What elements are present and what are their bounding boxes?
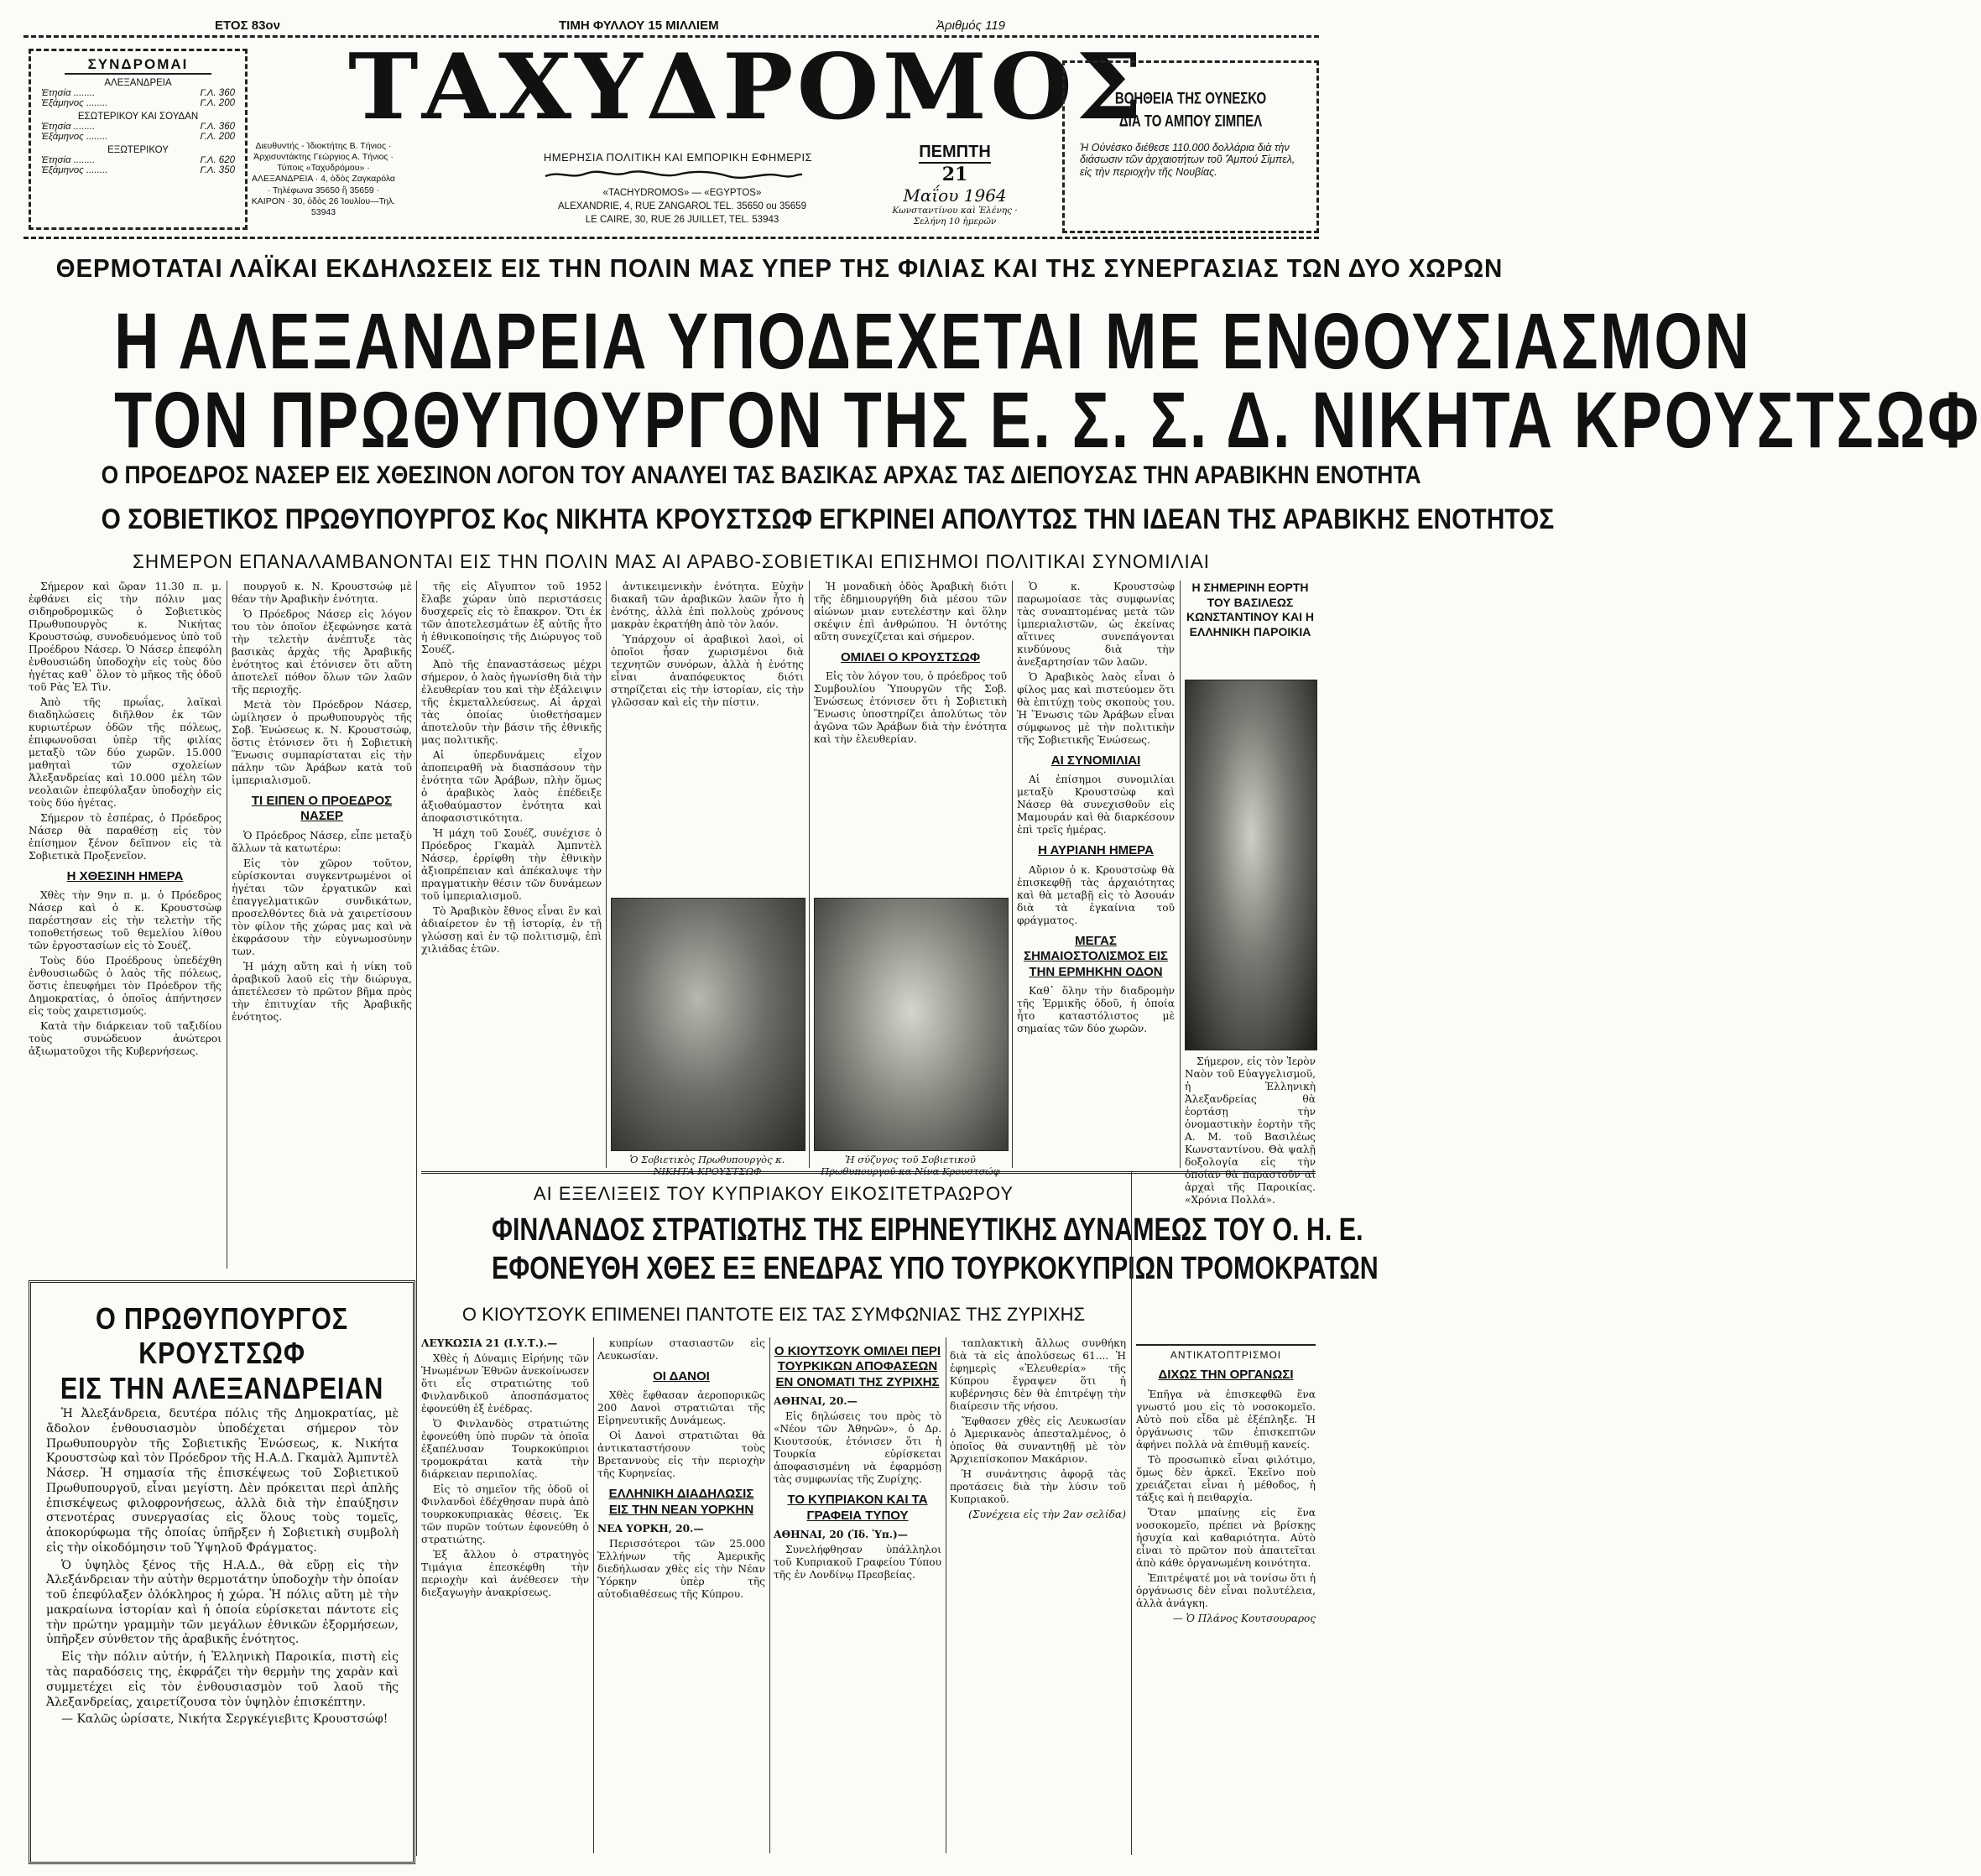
paragraph: Ἐπῆγα νὰ ἐπισκεφθῶ ἕνα γνωστό μου εἰς τὸ νοσοκομεῖο. Αὐτὸ ποὺ εἶδα μὲ ἐξέπληξε. Ἡ ὀργάνωσις τῶν ἐπισκεπτῶν ἀφήνει πολλὰ νὰ ἐπιθυμῇ κανείς. <box>1136 1389 1316 1451</box>
photo-caption: Ἡ σύζυγος τοῦ Σοβιετικοῦ Πρωθυπουργοῦ κα Νίνα Κρουστσώφ <box>821 1154 1000 1177</box>
aid-text: Ἡ Οὐνέσκο διέθεσε 110.000 δολλάρια διὰ τὴν διάσωσιν τῶν ἀρχαιοτήτων τοῦ Ἄμπού Σίμπελ, εἰς τὴν περιοχὴν τῆς Νουβίας. <box>1080 142 1295 178</box>
year-label: ΕΤΟΣ 83ον <box>208 18 287 33</box>
paragraph: Ὁ Πρόεδρος Νάσερ εἰς λόγον του τὸν ὁποῖον ἐξεφώνησε κατὰ τὴν τελετὴν ἀνέπτυξε τὰς βασικὰς ἀρχὰς τῆς Ἀραβικῆς ἑνότητος καὶ ἐτόνισεν ὅτι αὕτη ἀποτελεῖ πόθον ὅλων τῶν λαῶν τῆς περιοχῆς. <box>232 608 412 696</box>
cyprus-column-4 <box>950 1337 1126 1853</box>
signature: — Ὁ Πλάνος Κουτσουραρος <box>1172 1613 1316 1624</box>
cyprus-column-3 <box>774 1337 941 1853</box>
sub-row: Ἐτησία ........ Γ.Λ. 620 <box>41 155 235 165</box>
paragraph: Ἡ μοναδικὴ ὁδὸς Ἀραβικὴ διότι τῆς ἐδημιουργήθη διὰ μέσου τῶν αἰώνων μιαν ευτελέστην καὶ ὅλην σκέψιν ἐπὶ ἀνθρώπου. Ἡ ὁντότης αὕτη συνεχίζεται καὶ σήμερον. <box>814 581 1007 643</box>
paragraph: Ἡ μάχη αὕτη καὶ ἡ νίκη τοῦ ἀραβικοῦ λαοῦ εἰς τὴν διώρυγα, ἀπετέλεσεν τὸ πρῶτον βῆμα πρὸς τὴν ἐπιτυχίαν τῆς Ἀραβικῆς ἑνότητος. <box>232 960 412 1023</box>
column-divider <box>1131 1171 1132 1855</box>
signature-script-ornament <box>544 169 804 180</box>
column-divider <box>1180 581 1181 1168</box>
article-column-5 <box>814 581 1007 757</box>
sub-row: Ἐτησία ........ Γ.Λ. 360 <box>41 122 235 132</box>
paragraph: Ἡ συνάντησις ἀφορᾷ τὰς προτάσεις διὰ τὴν λύσιν τοῦ Κυπριακοῦ. <box>950 1468 1126 1505</box>
masthead-subtitle: ΗΜΕΡΗΣΙΑ ΠΟΛΙΤΙΚΗ ΚΑΙ ΕΜΠΟΡΙΚΗ ΕΦΗΜΕΡΙΣ <box>543 151 813 164</box>
column-divider <box>416 581 417 1856</box>
sub-section-name: ΑΛΕΞΑΝΔΡΕΙΑ <box>104 78 172 88</box>
article-column-3 <box>421 581 602 1168</box>
unesco-aid-box <box>1062 60 1319 233</box>
paragraph: Καθ᾽ ὅλην τὴν διαδρομὴν τῆς Ἑρμικῆς ὁδοῦ, ἡ ὁποία ἦτο καταστόλιστος μὲ σημαίας τῶν δύο χωρῶν. <box>1017 985 1175 1035</box>
cyprus-headline <box>492 1212 1379 1288</box>
sub-section-name: ΕΞΩΤΕΡΙΚΟΥ <box>107 145 169 155</box>
paragraph: Ὁ ὑψηλὸς ξένος τῆς Η.Α.Δ., θὰ εὕρῃ εἰς τὴν Ἀλεξάνδρειαν τὴν αὐτὴν θερμοτάτην ὑποδοχὴν τὴν ὁποίαν τοῦ ἐπεφύλαξεν ὁλόκληρος ἡ χώρα. Ἡ πόλις αὕτη μὲ τὴν μακραίωνα ἱστορίαν καὶ ἡ ὁποία εὑρίσκεται πάντοτε εἰς τὴν πρώτην γραμμὴν τῶν μεγάλων ἐθνικῶν ἐξορμήσεων, ὑπῆρξεν σύνθετον τῆς ἀραβικῆς ἑνότητος. <box>46 1558 399 1647</box>
masthead-divider <box>23 237 1319 239</box>
subheading: ΑΙ ΣΥΝΟΜΙΛΙΑΙ <box>1050 753 1141 768</box>
subheading: ΟΜΙΛΕΙ Ο ΚΡΟΥΣΤΣΩΦ <box>840 650 981 664</box>
dateline: ΝΕΑ ΥΟΡΚΗ, 20.— <box>597 1523 704 1535</box>
issue-number: Ἀριθμός 119 <box>930 18 1012 33</box>
mirror-body <box>1136 1389 1316 1833</box>
paragraph: Εἰς δηλώσεις του πρὸς τὸ «Νέον τῶν Ἀθηνῶν», ὁ Δρ. Κιουτσούκ, ἐτόνισεν ὅτι ἡ Τουρκία εὑρίσκεται ἀποφασισμένη νὰ ἐφαρμόσῃ τὰς συμφωνίας τῆς Ζυρίχης. <box>774 1410 941 1486</box>
paragraph: Οἱ Δανοὶ στρατιῶται θὰ ἀντικαταστήσουν τοὺς Βρεταννοὺς εἰς τὴν περιοχὴν τῆς Κυρηνείας. <box>597 1430 765 1480</box>
king-feast-heading: Η ΣΗΜΕΡΙΝΗ ΕΟΡΤΗ ΤΟΥ ΒΑΣΙΛΕΩΣ ΚΩΝΣΤΑΝΤΙΝΟΥ ΚΑΙ Η ΕΛΛΗΝΙΚΗ ΠΑΡΟΙΚΙΑ <box>1186 581 1314 638</box>
article-column-6 <box>1017 581 1175 1118</box>
aid-headline-2: ΔΙΑ ΤΟ ΑΜΠΟΥ ΣΙΜΠΕΛ <box>1118 112 1263 131</box>
subheading: Ο ΚΙΟΥΤΣΟΥΚ ΟΜΙΛΕΙ ΠΕΡΙ ΤΟΥΡΚΙΚΩΝ ΑΠΟΦΑΣΕΩΝ ΕΝ ΟΝΟΜΑΤΙ ΤΗΣ ΖΥΡΙΧΗΣ <box>774 1344 941 1389</box>
headline-deck-2: Ο ΣΟΒΙΕΤΙΚΟΣ ΠΡΩΘΥΠΟΥΡΓΟΣ Κος ΝΙΚΗΤΑ ΚΡΟΥΣΤΣΩΦ ΕΓΚΡΙΝΕΙ ΑΠΟΛΥΤΩΣ ΤΗΝ ΙΔΕΑΝ ΤΗΣ ΑΡΑΒΙΚΗΣ ΕΝΟΤΗΤΟΣ <box>101 503 1555 535</box>
column-divider <box>809 581 810 1168</box>
editorial-title-line: Ο ΠΡΩΘΥΠΟΥΡΓΟΣ ΚΡΟΥΣΤΣΩΦ <box>95 1301 349 1371</box>
saints-of-day: Κωνσταντίνου καὶ Ἑλένης · Σελήνη 10 ἡμερῶν <box>892 206 1018 227</box>
subheading: ΤΟ ΚΥΠΡΙΑΚΟΝ ΚΑΙ ΤΑ ΓΡΑΦΕΙΑ ΤΥΠΟΥ <box>787 1493 928 1523</box>
cyprus-column-1 <box>421 1337 589 1853</box>
paragraph: Εἰς τὸν χῶρον τοῦτον, εὑρίσκονται συγκεντρωμένοι οἱ ἡγέται τῶν ἐργατικῶν καὶ ἐπαγγελματικῶν συνδικάτων, προσελθόντες διὰ νὰ χαιρετίσουν τὸν φίλον τῆς χώρας μας καὶ νὰ ἐκφράσουν τὴν εὐγνωμοσύνην των. <box>232 857 412 957</box>
paragraph: Ὁ Φινλανδὸς στρατιώτης ἐφονεύθη ὑπὸ πυρῶν τὰ ὁποῖα ἐξαπέλυσαν Τουρκοκύπριοι τρομοκράται κατὰ τὴν διάρκειαν περιπολίας. <box>421 1418 589 1480</box>
paragraph: Εἰς τὸ σημεῖον τῆς ὁδοῦ οἱ Φινλανδοὶ ἐδέχθησαν πυρὰ ἀπὸ τουρκοκυπριακὰς θέσεις. Ἐκ τῶν πυρῶν τούτων ἐφονεύθη ὁ στρατιώτης. <box>421 1483 589 1545</box>
aid-headline-1: ΒΟΗΘΕΙΑ ΤΗΣ ΟΥΝΕΣΚΟ <box>1114 89 1267 108</box>
dateline: ΑΘΗΝΑΙ, 20 (Ἰδ. Ὑπ.)— <box>774 1529 908 1541</box>
subheading: ΕΛΛΗΝΙΚΗ ΔΙΑΔΗΛΩΣΙΣ ΕΙΣ ΤΗΝ ΝΕΑΝ ΥΟΡΚΗΝ <box>608 1487 754 1517</box>
editorial-body <box>46 1407 399 1852</box>
address-cairo: LE CAIRE, 30, RUE 26 JUILLET, TEL. 53943 <box>585 215 779 226</box>
subheading: Η ΧΘΕΣΙΝΗ ΗΜΕΡΑ <box>66 869 184 883</box>
column-divider <box>1012 581 1013 1168</box>
paragraph: Τοὺς δύο Προέδρους ὑπεδέχθη ἐνθουσιωδῶς ὁ λαὸς τῆς πόλεως, ὅστις ἐπευφήμει τὸν Πρόεδρον τῆς Δημοκρατίας, ὁ ὁποῖος ἀπήντησεν εἰς τοὺς χαιρετισμούς. <box>29 955 222 1018</box>
subheading: ΟΙ ΔΑΝΟΙ <box>653 1369 710 1384</box>
address-alexandria: ALEXANDRIE, 4, RUE ZANGAROL TEL. 35650 ou 35659 <box>558 201 806 212</box>
sub-row: Ἐξάμηνος ........ Γ.Λ. 200 <box>41 98 235 108</box>
paragraph: Αὔριον ὁ κ. Κρουστσὼφ θὰ ἐπισκεφθῇ τὰς ἀρχαιότητας καὶ θὰ μεταβῇ εἰς τὸ Ἀσουάν διὰ τὰ ἐγκαίνια τοῦ φράγματος. <box>1017 863 1175 926</box>
paragraph: κυπρίων στασιαστῶν εἰς Λευκωσίαν. <box>597 1337 765 1362</box>
paragraph: Συνελήφθησαν ὑπάλληλοι τοῦ Κυπριακοῦ Γραφείου Τύπου τῆς ἐν Λονδίνῳ Πρεσβείας. <box>774 1544 941 1582</box>
cyprus-subheadline: Ο ΚΙΟΥΤΣΟΥΚ ΕΠΙΜΕΝΕΙ ΠΑΝΤΟΤΕ ΕΙΣ ΤΑΣ ΣΥΜΦΩΝΙΑΣ ΤΗΣ ΖΥΡΙΧΗΣ <box>461 1304 1086 1325</box>
paragraph: Ἐξ ἄλλου ὁ στρατηγὸς Τιμάγια ἐπεσκέφθη τὴν περιοχὴν καὶ ἀνέθεσεν τὴν διεξαγωγὴν ἀνακρίσεως. <box>421 1549 589 1598</box>
subscriptions-box <box>29 49 248 230</box>
subheading: ΜΕΓΑΣ ΣΗΜΑΙΟΣΤΟΛΙΣΜΟΣ ΕΙΣ ΤΗΝ ΕΡΜΗΚΗΝ ΟΔΟΝ <box>1024 933 1168 979</box>
paragraph: Ἡ μάχη τοῦ Σουέζ, συνέχισε ὁ Πρόεδρος Γκαμὰλ Ἀμπντὲλ Νάσερ, ἐρρίφθη τὴν ἐθνικὴν ἀξιοπρέπειαν καὶ ἀπέκαλυψε τὴν πραγματικὴν θέσιν τῶν δυνάμεων τοῦ ἰμπεριαλισμοῦ. <box>421 827 602 902</box>
photo-nina-khrushcheva <box>814 898 1009 1151</box>
king-feast-article <box>1185 1055 1316 1206</box>
price-label: ΤΙΜΗ ΦΥΛΛΟΥ 15 ΜΙΛΛΙΕΜ <box>552 18 726 33</box>
cyprus-headline-line: ΕΦΟΝΕΥΘΗ ΧΘΕΣ ΕΞ ΕΝΕΔΡΑΣ ΥΠΟ ΤΟΥΡΚΟΚΥΠΡΙΩΝ ΤΡΟΜΟΚΡΑΤΩΝ <box>492 1250 1379 1286</box>
editorial-title-line: ΕΙΣ ΤΗΝ ΑΛΕΞΑΝΔΡΕΙΑΝ <box>60 1370 384 1405</box>
photo-khrushchev <box>611 898 805 1151</box>
headline-deck-1: Ο ΠΡΟΕΔΡΟΣ ΝΑΣΕΡ ΕΙΣ ΧΘΕΣΙΝΟΝ ΛΟΓΟΝ ΤΟΥ ΑΝΑΛΥΕΙ ΤΑΣ ΒΑΣΙΚΑΣ ΑΡΧΑΣ ΤΑΣ ΔΙΕΠΟΥΣΑΣ ΤΗΝ ΑΡΑΒΙΚΗΝ ΕΝΟΤΗΤΑ <box>101 461 1421 489</box>
month-year: Μαΐου 1964 <box>903 185 1007 206</box>
foreign-title: «TACHYDROMOS» — «EGYPTOS» <box>602 188 762 198</box>
headline-main-2: ΤΟΝ ΠΡΩΘΥΠΟΥΡΓΟΝ ΤΗΣ Ε. Σ. Σ. Δ. ΝΙΚΗΤΑ ΚΡΟΥΣΤΣΩΦ <box>114 376 1981 465</box>
date-box <box>888 143 1022 227</box>
paragraph: Τὸ Ἀραβικὸν ἔθνος εἶναι ἓν καὶ ἀδιαίρετον ἐν τῇ ἱστορίᾳ, ἐν τῇ γλώσσῃ καὶ ἐν τῷ πολιτισμῷ, ἐπὶ χιλιάδας ἐτῶν. <box>421 905 602 955</box>
mirror-label: ΑΝΤΙΚΑΤΟΠΤΡΙΣΜΟΙ <box>1136 1344 1316 1361</box>
cyprus-headline-line: ΦΙΝΛΑΝΔΟΣ ΣΤΡΑΤΙΩΤΗΣ ΤΗΣ ΕΙΡΗΝΕΥΤΙΚΗΣ ΔΥΝΑΜΕΩΣ ΤΟΥ Ο. Η. Ε. <box>492 1212 1363 1248</box>
paragraph: τῆς εἰς Αἴγυπτον τοῦ 1952 ἔλαβε χώραν ὑπὸ περιστάσεις δυσχερεῖς εἰς τὸ ἔπακρον. Ὅτι ἐκ τῶν ἀποτελεσμάτων ἐξ αὐτῆς ἦτο ἡ ἐθνικοποίησις τῆς Διώρυγος τοῦ Σουέζ. <box>421 581 602 655</box>
sub-row: Ἐτησία ........ Γ.Λ. 360 <box>41 88 235 98</box>
paragraph: Χθὲς ἔφθασαν ἀεροπορικῶς 200 Δανοὶ στρατιῶται τῆς Εἰρηνευτικῆς Δυνάμεως. <box>597 1389 765 1427</box>
paragraph: Ἐπιτρέψατέ μοι νὰ τονίσω ὅτι ἡ ὀργάνωσις δὲν εἶναι πολυτέλεια, ἀλλὰ ἀνάγκη. <box>1136 1572 1316 1609</box>
sub-row: Ἐξάμηνος ........ Γ.Λ. 200 <box>41 132 235 142</box>
paragraph: Ὁ Πρόεδρος Νάσερ, εἶπε μεταξὺ ἄλλων τὰ κατωτέρω: <box>232 829 412 854</box>
paragraph: — Καλῶς ὡρίσατε, Νικήτα Σεργκέγιεβιτς Κρουστσώφ! <box>61 1712 388 1727</box>
paragraph: Ὅταν μπαίνῃς εἰς ἕνα νοσοκομεῖο, πρέπει νὰ βρίσκῃς ἡσυχία καὶ καθαριότητα. Αὐτὸ εἶναι τὸ πρῶτον ποὺ ἀπαιτεῖται ἀπὸ κάθε ὀργανωμένη κοινότητα. <box>1136 1507 1316 1569</box>
paragraph: Αἱ ὑπερδυνάμεις εἶχον ἀποπειραθῆ νὰ διασπάσουν τὴν ἑνότητα τῶν Ἀράβων, πλὴν ὅμως ὁ ἀραβικὸς λαὸς ἐπέδειξε ἀξιοθαύμαστον ἐνότητα καὶ ἀποφασιστικότητα. <box>421 749 602 824</box>
paragraph: ἀντικειμενικὴν ἐνότητα. Εὐχὴν διακαῆ τῶν ἀραβικῶν λαῶν ἦτο ἡ ἑνότης, ἀλλὰ ἐπὶ πολλοὺς χρόνους μακρὰν ἐκρατήθη ἀπὸ τὸν λαόν. <box>611 581 804 630</box>
headline-main-1: Η ΑΛΕΞΑΝΔΡΕΙΑ ΥΠΟΔΕΧΕΤΑΙ ΜΕ ΕΝΘΟΥΣΙΑΣΜΟΝ <box>114 297 1752 386</box>
sub-row: Ἐξάμηνος ........ Γ.Λ. 350 <box>41 165 235 175</box>
sub-section-name: ΕΣΩΤΕΡΙΚΟΥ ΚΑΙ ΣΟΥΔΑΝ <box>77 112 199 122</box>
masthead-address <box>519 186 846 227</box>
editorial-info: Διευθυντής - Ἰδιοκτήτης Β. Τήνιος · Ἀρχισυντάκτης Γεώργιος Α. Τήνιος · Τύποις «Ταχυδρόμου» · ΑΛΕΞΑΝΔΡΕΙΑ · 4, ὁδὸς Ζαγκαρόλα · Τηλέφωνα 35650 ἢ 35659 · ΚΑΙΡΟΝ · 30, ὁδὸς 26 Ἰουλίου—Τηλ. 53943 <box>251 141 396 217</box>
paragraph: Αἱ ἐπίσημοι συνομιλίαι μεταξὺ Κρουστσὼφ καὶ Νάσερ θὰ συνεχισθοῦν εἰς Μαμουράν καὶ θὰ διαρκέσουν ἐπὶ τρεῖς ἡμέρας. <box>1017 774 1175 836</box>
paragraph: Σήμερον τὸ ἑσπέρας, ὁ Πρόεδρος Νάσερ θὰ παραθέσῃ εἰς τὸν ἐπίσημον ξένον δεῖπνον εἰς τὰ Σοβιετικὰ Προξενεῖον. <box>29 812 222 862</box>
article-column-2 <box>232 581 412 1168</box>
paragraph: Χθὲς τὴν 9ην π. μ. ὁ Πρόεδρος Νάσερ καὶ ὁ κ. Κρουστσὼφ παρέστησαν εἰς τὴν τελετὴν τῆς τοποθετήσεως τοῦ θεμελίου λίθου τῶν ἐργοστασίων εἰς τὸ Σουέζ. <box>29 889 222 952</box>
paragraph: Ὁ Ἀραβικὸς λαὸς εἶναι ὁ φίλος μας καὶ πιστεύομεν ὅτι θὰ ἐπιτύχῃ τοὺς σκοποὺς του. Ἡ Ἕνωσις τῶν Ἀράβων εἶναι σύμφωνος μὲ τὴν πολιτικὴν τῆς Σοβιετικῆς Ἑνώσεως. <box>1017 671 1175 746</box>
paragraph: Ἔφθασεν χθὲς εἰς Λευκωσίαν ὁ Ἀμερικανὸς ἀπεσταλμένος, ὁ ὁποῖος θὰ συναντηθῇ μὲ τὸν Ἀρχιεπίσκοπον Μακάριον. <box>950 1415 1126 1465</box>
paragraph: Κατὰ τὴν διάρκειαν τοῦ ταξιδίου τοὺς συνώδευον ἀνώτεροι ἀξιωματοῦχοι τῆς Κυβερνήσεως. <box>29 1020 222 1058</box>
paragraph: Εἰς τὸν λόγον του, ὁ πρόεδρος τοῦ Συμβουλίου Ὑπουργῶν τῆς Σοβ. Ἑνώσεως ἐτόνισεν ὅτι ἡ Σοβιετικὴ Ἕνωσις ὑποστηρίζει ἀπολύτως τὸν ἀγῶνα τῶν Ἀράβων διὰ τὴν ἑνότητα καὶ τὴν ἐλευθερίαν. <box>814 670 1007 746</box>
photo-king-constantine <box>1185 680 1317 1050</box>
weekday: ΠΕΜΠΤΗ <box>919 143 991 164</box>
subscriptions-title: ΣΥΝΔΡΟΜΑΙ <box>65 56 211 75</box>
subheading: ΤΙ ΕΙΠΕΝ Ο ΠΡΟΕΔΡΟΣ ΝΑΣΕΡ <box>251 794 393 824</box>
masthead-title: ΤΑΧΥΔΡΟΜΟΣ <box>348 34 1146 140</box>
paragraph: Ἀπὸ τῆς πρωΐας, λαϊκαὶ διαδηλώσεις διῆλθον ἐκ τῶν κυριωτέρων ὁδῶν τῆς πόλεως, ἐπιφωνοῦσαι ὑπὲρ τῆς φιλίας μεταξὺ τῶν δύο χωρῶν. 15.000 μαθηταὶ τῶν σχολείων Ἀλεξανδρείας καὶ 10.000 μέλη τῶν νεολαιῶν ἐπεφύλαξαν ὑποδοχὴν εἰς τοὺς δύο ἡγέτας. <box>29 696 222 809</box>
paragraph: Μετὰ τὸν Πρόεδρον Νάσερ, ὡμίλησεν ὁ πρωθυπουργὸς τῆς Σοβ. Ἑνώσεως κ. Ν. Κρουστσώφ, ὅστις ἐτόνισεν ὅτι ἡ Σοβιετικὴ Ἕνωσις συμπαρίσταται εἰς τὴν πάλην τῶν Ἀράβων κατὰ τοῦ ἰμπεριαλισμοῦ. <box>232 699 412 786</box>
article-column-4 <box>611 581 804 889</box>
paragraph: Τὸ προσωπικὸ εἶναι φιλότιμο, ὅμως δὲν ἀρκεῖ. Ἐκεῖνο ποὺ χρειάζεται εἶναι ἡ μέθοδος, ἡ τάξις καὶ ἡ πειθαρχία. <box>1136 1454 1316 1503</box>
paragraph: Εἰς τὴν πόλιν αὐτήν, ἡ Ἑλληνικὴ Παροικία, πιστὴ εἰς τὰς παραδόσεις της, ἐκφράζει τὴν θερμὴν της χαρὰν καὶ συμμετέχει εἰς τὸν ἐνθουσιασμὸν τοῦ λαοῦ τῆς Ἀλεξανδρείας, χαιρετίζουσα τὸν ὑψηλὸν ἐπισκέπτην. <box>46 1650 399 1709</box>
article-column-1 <box>29 581 222 1269</box>
cyprus-kicker: ΑΙ ΕΞΕΛΙΞΕΙΣ ΤΟΥ ΚΥΠΡΙΑΚΟΥ ΕΙΚΟΣΙΤΕΤΡΑΩΡΟΥ <box>533 1183 1014 1204</box>
paragraph: Ἀπὸ τῆς ἐπαναστάσεως μέχρι σήμερον, ὁ λαὸς ἠγωνίσθη διὰ τὴν ἐλευθερίαν του καὶ τὴν ἐξάλειψιν τῆς ἐκμεταλλεύσεως. Αἱ ἀρχαὶ τὰς ὁποίας ὑιοθετήσαμεν ἀποτελοῦν τὴν βάσιν τῆς ἐθνικῆς μας πολιτικῆς. <box>421 659 602 746</box>
column-divider <box>593 1337 594 1853</box>
paragraph: Σήμερον καὶ ὥραν 11.30 π. μ. ἐφθάνει εἰς τὴν πόλιν μας σιδηροδρομικῶς ὁ Σοβιετικὸς Πρωθυπουργὸς κ. Νικήτας Κρουστσώφ, συνοδευόμενος ὑπὸ τοῦ Προέδρου Νάσερ. Ὁ Νάσερ ἐπεφόλη ἐνθουσιώδη ὑποδοχὴν εἰς τοὺς δύο ἡγέτας καθ᾽ ὅλον τὸ μῆκος τῆς ὁδοῦ τοῦ Ρὰς Ἐλ Τὶν. <box>29 581 222 693</box>
column-divider <box>606 581 607 1168</box>
day-number: 21 <box>941 164 968 185</box>
continued-note: (Συνέχεια εἰς τὴν 2αν σελίδα) <box>968 1509 1126 1520</box>
subheading: Η ΑΥΡΙΑΝΗ ΗΜΕΡΑ <box>1038 843 1154 858</box>
column-divider <box>769 1337 770 1853</box>
headline-kicker: ΘΕΡΜΟΤΑΤΑΙ ΛΑΪΚΑΙ ΕΚΔΗΛΩΣΕΙΣ ΕΙΣ ΤΗΝ ΠΟΛΙΝ ΜΑΣ ΥΠΕΡ ΤΗΣ ΦΙΛΙΑΣ ΚΑΙ ΤΗΣ ΣΥΝΕΡΓΑΣΙΑΣ ΤΩΝ ΔΥΟ ΧΩΡΩΝ <box>55 253 1504 283</box>
paragraph: Σήμερον, εἰς τὸν Ἱερὸν Ναὸν τοῦ Εὐαγγελισμοῦ, ἡ Ἑλληνικὴ Ἀλεξανδρείας θὰ ἑορτάσῃ τὴν ὀνομαστικὴν ἑορτὴν τῆς Α. Μ. τοῦ Βασιλέως Κωνσταντίνου. Θὰ ψαλῇ δοξολογία εἰς τὴν ὁποίαν θὰ παραστοῦν αἱ ἀρχαὶ τῆς Παροικίας. «Χρόνια Πολλά». <box>1185 1055 1316 1206</box>
photo-caption: Ὁ Σοβιετικὸς Πρωθυπουργὸς κ. ΝΙΚΗΤΑ ΚΡΟΥΣΤΣΩΦ <box>629 1154 785 1177</box>
cyprus-column-2 <box>597 1337 765 1853</box>
paragraph: ταπλακτικὴ ἄλλως συνθήκη διὰ τὰ εἰς ἀπολύσεως 61.... Ἡ ἐφημερὶς «Ἐλευθερία» τῆς Κύπρου ἔγραψεν ὅτι ἡ κυβέρνησις δὲν θὰ ἐπιτρέψῃ τὴν διαίρεσιν τῆς νήσου. <box>950 1337 1126 1412</box>
dateline: ΑΘΗΝΑΙ, 20.— <box>774 1395 858 1408</box>
khrushchev-editorial-box <box>29 1280 415 1864</box>
mirror-title: ΔΙΧΩΣ ΤΗΝ ΟΡΓΑΝΩΣΙ <box>1158 1368 1294 1382</box>
paragraph: Χθὲς ἡ Δύναμις Εἰρήνης τῶν Ἡνωμένων Ἐθνῶν ἀνεκοίνωσεν ὅτι εἷς στρατιώτης τοῦ Φινλανδικοῦ ἀποσπάσματος ἐφονεύθη ἐξ ἐνέδρας. <box>421 1352 589 1415</box>
paragraph: Ὑπάρχουν οἱ ἀραβικοὶ λαοὶ, οἱ ὁποῖοι ἦσαν χωρισμένοι διὰ τεχνητῶν συνόρων, ἀλλὰ ἡ ἑνότης εἶναι ἀναπόφευκτος διότι στηρίζεται εἰς τὴν ἱστορίαν, εἰς τὴν γλῶσσαν καὶ εἰς τὴν πίστιν. <box>611 633 804 708</box>
dateline: ΛΕΥΚΩΣΙΑ 21 (Ι.Υ.Τ.).— <box>421 1337 558 1349</box>
paragraph: Περισσότεροι τῶν 25.000 Ἑλλήνων τῆς Ἀμερικῆς διεδήλωσαν χθὲς εἰς τὴν Νέαν Ὑόρκην ὑπὲρ τῆς αὐτοδιαθέσεως τῆς Κύπρου. <box>597 1538 765 1601</box>
newspaper-page <box>23 17 1981 1859</box>
headline-deck-3: ΣΗΜΕΡΟΝ ΕΠΑΝΑΛΑΜΒΑΝΟΝΤΑΙ ΕΙΣ ΤΗΝ ΠΟΛΙΝ ΜΑΣ ΑΙ ΑΡΑΒΟ-ΣΟΒΙΕΤΙΚΑΙ ΕΠΙΣΗΜΟΙ ΠΟΛΙΤΙΚΑΙ ΣΥΝΟΜΙΛΙΑΙ <box>133 550 1210 572</box>
mirror-column <box>1136 1344 1316 1852</box>
cyprus-section-rule <box>421 1171 1316 1177</box>
editorial-title <box>60 1301 384 1405</box>
paragraph: Ὁ κ. Κρουστσὼφ παρωμοίασε τὰς συμφωνίας τὰς συναπτομένας μετὰ τῶν ἰμπεριαλιστῶν, ὡς ἐκείνας αἵτινες συνεπάγονται κινδύνους διὰ τὴν ἀνεξαρτησίαν τῶν λαῶν. <box>1017 581 1175 668</box>
paragraph: Ἡ Ἀλεξάνδρεια, δευτέρα πόλις τῆς Δημοκρατίας, μὲ ἄδολον ἐνθουσιασμὸν ὑποδέχεται σήμερον τὸν Πρωθυπουργὸν τῆς Σοβιετικῆς Ἑνώσεως, κ. Νικήτα Κρουστσὼφ καὶ τὸν Πρόεδρον τῆς Η.Α.Δ. Γκαμὰλ Ἀμπντὲλ Νάσερ. Ἡ σημασία τῆς ἐπισκέψεως τοῦ Σοβιετικοῦ Πρωθυπουργοῦ, εἶναι μεγίστη. Δὲν πρόκειται περὶ ἁπλῆς ἐπισκέψεως φιλοφρονήσεως, ἀλλὰ διὰ τὴν ἐπαύξησιν στενοτέρας συνεργασίας εἰς ὅλους τοὺς τομεῖς, ἀποκορύφωμα τῆς ὁποίας ὑπῆρξεν ἡ Σοβιετικὴ συμβολὴ εἰς τὴν οἰκοδόμησιν τοῦ Ὑψηλοῦ Φράγματος. <box>46 1407 399 1555</box>
paragraph: πουργοῦ κ. Ν. Κρουστσώφ μὲ θέαν τὴν Ἀραβικὴν ἑνότητα. <box>232 581 412 605</box>
